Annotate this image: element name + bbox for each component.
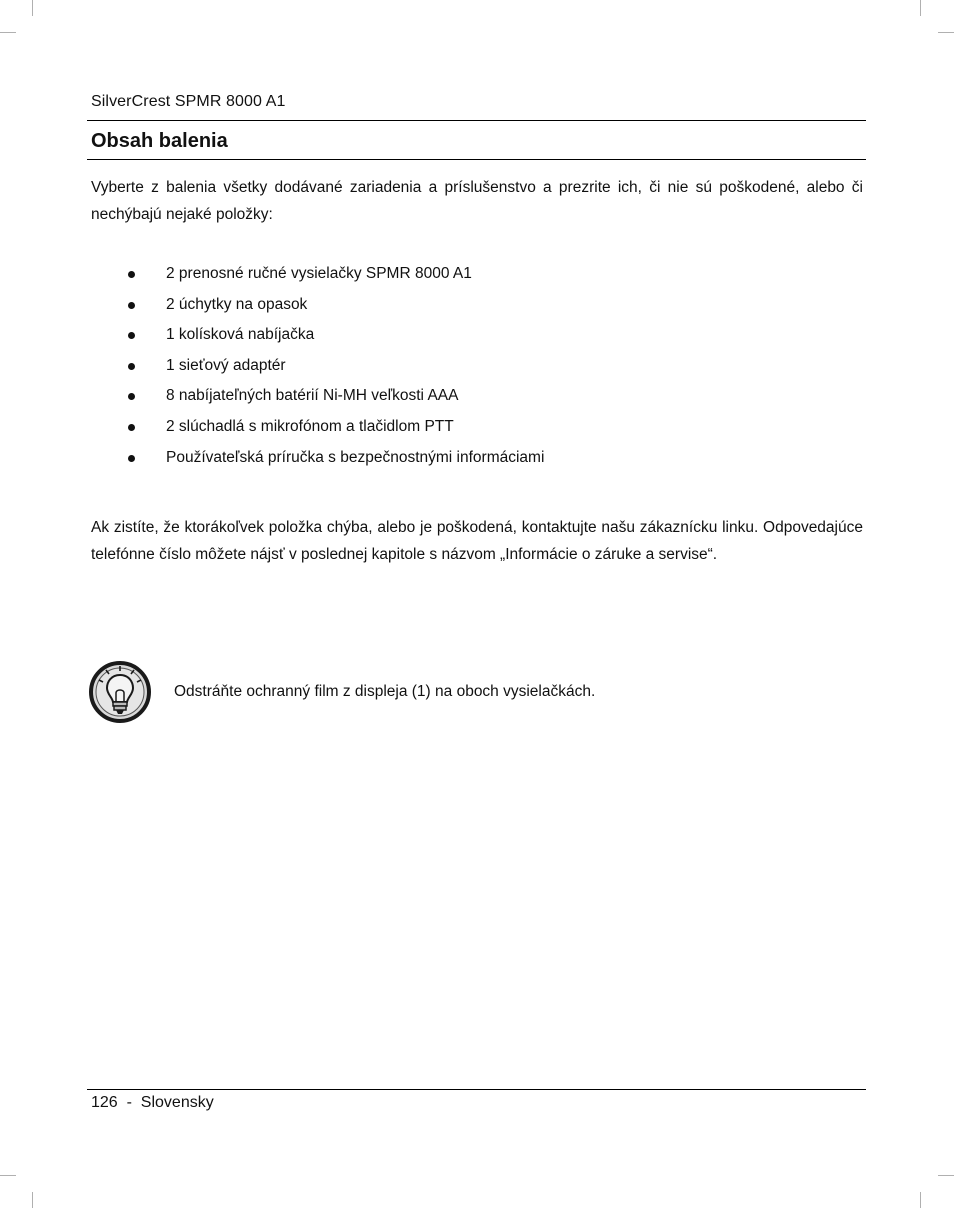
list-item-text: 1 kolísková nabíjačka bbox=[166, 326, 315, 344]
list-item-text: 2 slúchadlá s mikrofónom a tlačidlom PTT bbox=[166, 417, 454, 435]
bullet-icon bbox=[128, 302, 135, 309]
section-rule bbox=[87, 159, 866, 160]
list-item bbox=[91, 351, 544, 382]
list-item bbox=[91, 259, 544, 290]
list-item-text: Používateľská príručka s bezpečnostnými informáciami bbox=[166, 448, 545, 466]
crop-mark bbox=[32, 1192, 33, 1208]
bullet-icon bbox=[128, 424, 135, 431]
missing-items-paragraph: Ak zistíte, že ktorákoľvek položka chýba, alebo je poškodená, kontaktujte našu zákaznícku linku. Odpovedajúce telefónne číslo môžete nájsť v poslednej kapitole s názvom „Informácie o záruke a servise“. bbox=[91, 519, 863, 563]
page-footer: 126 - Slovensky bbox=[91, 1094, 214, 1111]
list-item bbox=[91, 290, 544, 321]
tip-text: Odstráňte ochranný film z displeja (1) na oboch vysielačkách. bbox=[174, 683, 596, 700]
bullet-icon bbox=[128, 363, 135, 370]
crop-mark bbox=[0, 1175, 16, 1176]
bullet-icon bbox=[128, 271, 135, 278]
crop-mark bbox=[0, 32, 16, 33]
intro-paragraph: Vyberte z balenia všetky dodávané zariadenia a príslušenstvo a prezrite ich, či nie sú poškodené, alebo či nechýbajú nejaké položky: bbox=[91, 179, 863, 223]
package-contents-list bbox=[91, 259, 544, 473]
list-item bbox=[91, 443, 544, 474]
list-item-text: 1 sieťový adaptér bbox=[166, 356, 286, 374]
section-title: Obsah balenia bbox=[91, 130, 228, 152]
crop-mark bbox=[938, 1175, 954, 1176]
list-item-text: 8 nabíjateľných batérií Ni-MH veľkosti AAA bbox=[166, 387, 459, 405]
list-item-text: 2 prenosné ručné vysielačky SPMR 8000 A1 bbox=[166, 265, 472, 282]
crop-mark bbox=[938, 32, 954, 33]
lightbulb-icon bbox=[89, 660, 151, 724]
bullet-icon bbox=[128, 455, 135, 462]
page-header-product: SilverCrest SPMR 8000 A1 bbox=[91, 93, 286, 110]
bullet-icon bbox=[128, 393, 135, 400]
crop-mark bbox=[920, 0, 921, 16]
footer-rule bbox=[87, 1089, 866, 1090]
list-item bbox=[91, 412, 544, 443]
list-item bbox=[91, 320, 544, 351]
list-item-text: 2 úchytky na opasok bbox=[166, 295, 308, 313]
crop-mark bbox=[32, 0, 33, 16]
header-rule bbox=[87, 120, 866, 121]
bullet-icon bbox=[128, 332, 135, 339]
list-item bbox=[91, 381, 544, 412]
crop-mark bbox=[920, 1192, 921, 1208]
